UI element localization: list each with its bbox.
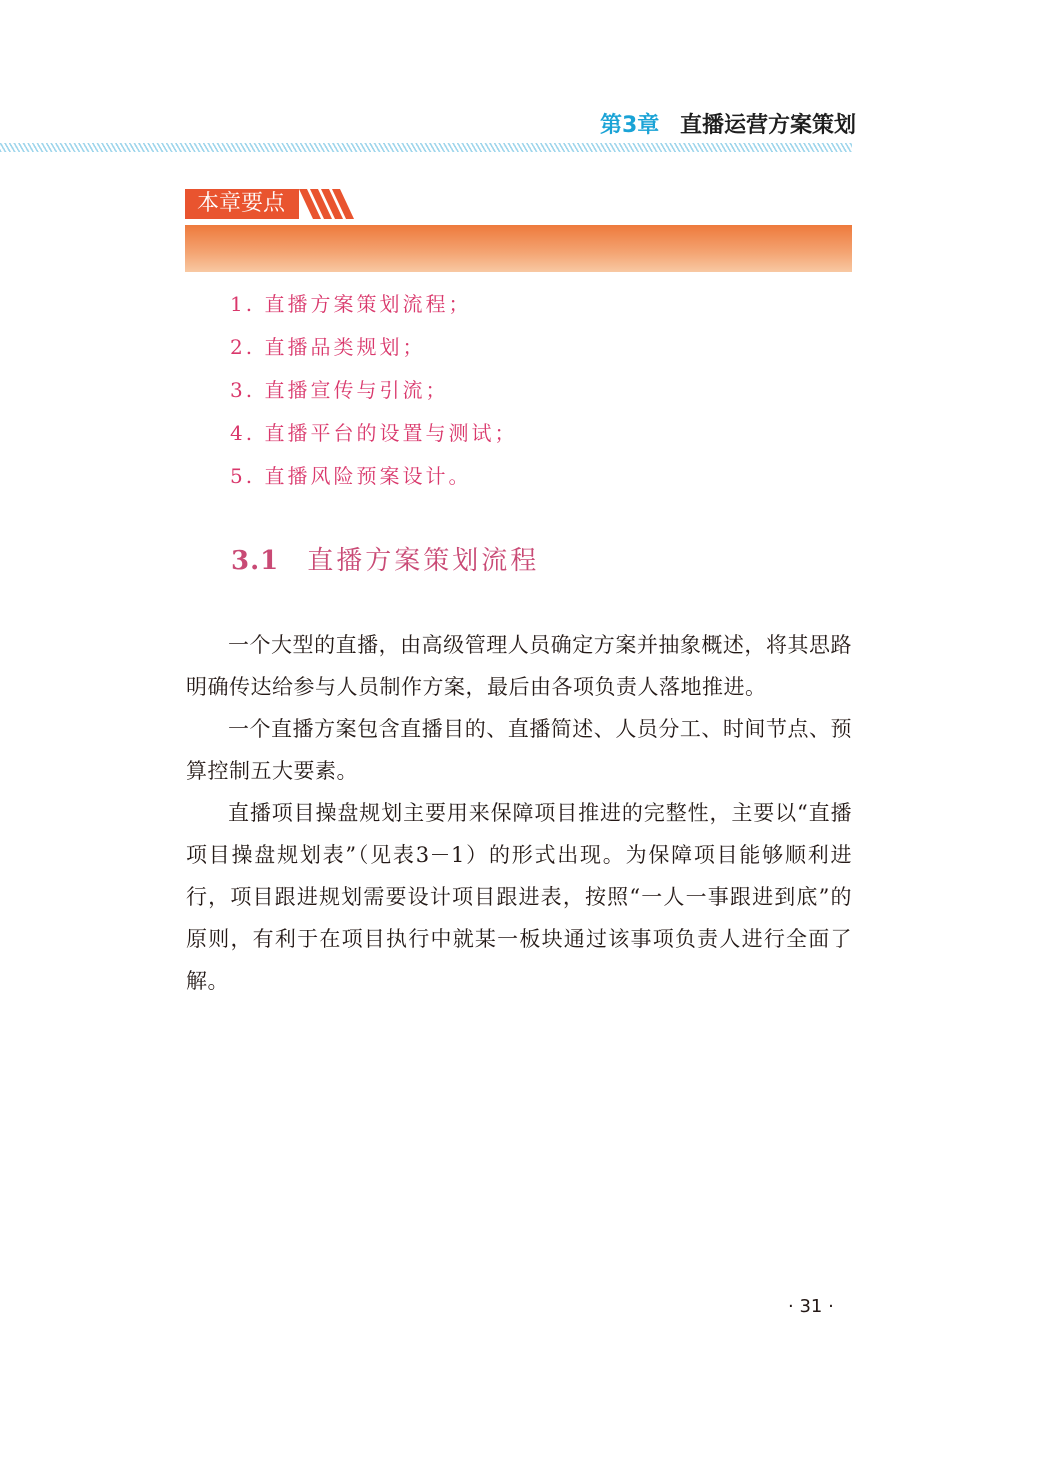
key-points-band: [185, 225, 852, 272]
key-point-item: 1. 直播方案策划流程；: [230, 292, 472, 316]
chapter-title: 直播运营方案策划: [680, 113, 857, 138]
key-points-list: [230, 287, 517, 502]
key-point-item: 2. 直播品类规划；: [230, 335, 426, 359]
section-title: 直播方案策划流程: [307, 546, 540, 576]
key-point-item: 5. 直播风险预案设计。: [230, 464, 472, 488]
paragraph: 一个直播方案包含直播目的、直播简述、人员分工、时间节点、预算控制五大要素。: [186, 717, 852, 783]
key-points-label: 本章要点: [185, 189, 299, 219]
header-hatch-rule: [0, 143, 852, 152]
section-number: 3.1: [231, 546, 280, 576]
key-points-stripes-decoration: [299, 189, 359, 219]
section-heading: [231, 540, 539, 577]
body-text: [186, 624, 852, 1002]
key-point-item: 3. 直播宣传与引流；: [230, 378, 449, 402]
paragraph: 直播项目操盘规划主要用来保障项目推进的完整性，主要以“直播项目操盘规划表”（见表3－1）的形式出现。为保障项目能够顺利进行，项目跟进规划需要设计项目跟进表，按照“一人一事跟进到底”的原则，有利于在项目执行中就某一板块通过该事项负责人进行全面了解。: [186, 801, 852, 993]
key-point-item: 4. 直播平台的设置与测试；: [230, 421, 518, 445]
page-number: · 31 ·: [788, 1296, 834, 1317]
paragraph: 一个大型的直播，由高级管理人员确定方案并抽象概述，将其思路明确传达给参与人员制作方案，最后由各项负责人落地推进。: [186, 633, 852, 699]
running-header: [0, 0, 1039, 160]
chapter-number: 第3章: [600, 113, 660, 138]
